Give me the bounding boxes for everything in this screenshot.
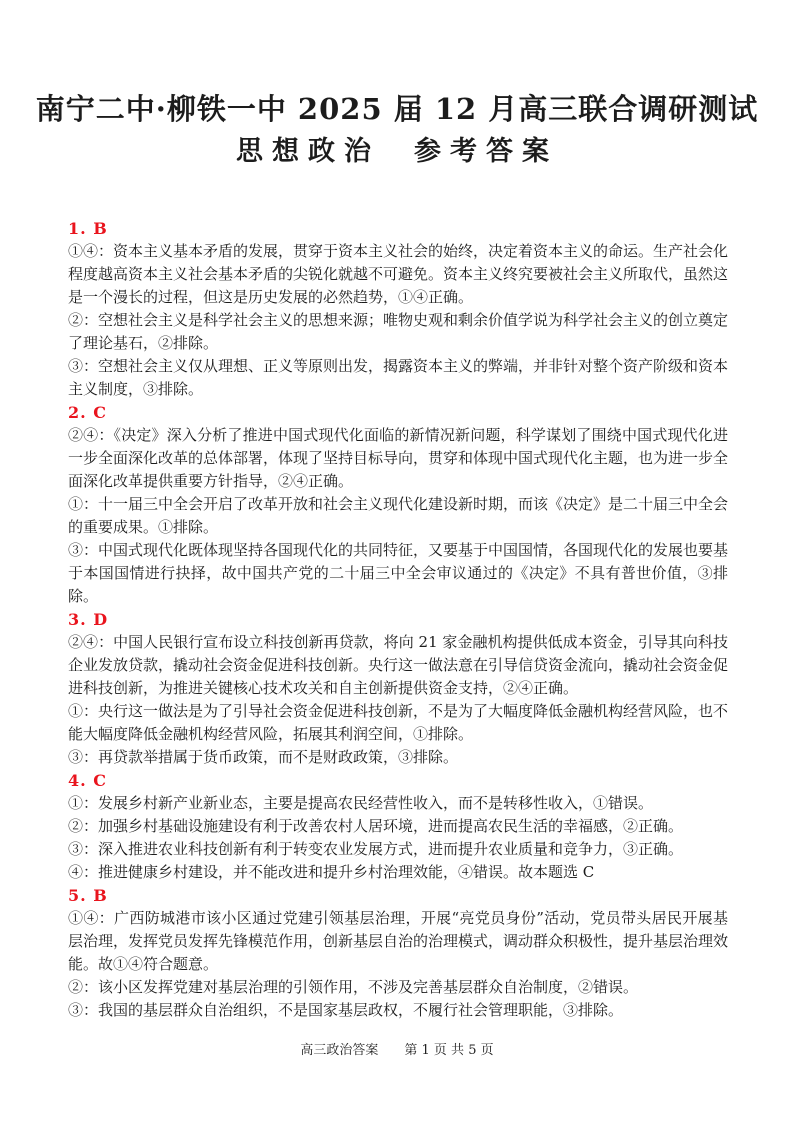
answer-section-5 <box>68 884 728 1022</box>
answer-heading: 1. B <box>68 218 108 238</box>
answer-section-4 <box>68 769 728 884</box>
answer-heading: 4. C <box>68 770 108 790</box>
answer-paragraph: ③：我国的基层群众自治组织，不是国家基层政权，不履行社会管理职能，③排除。 <box>68 1000 624 1019</box>
answer-paragraph: ①：央行这一做法是为了引导社会资金促进科技创新，不是为了大幅度降低金融机构经营风险，也不能大幅度降低金融机构经营风险，拓展其利润空间，①排除。 <box>68 701 729 743</box>
answer-paragraph: ②④：《决定》深入分析了推进中国式现代化面临的新情况新问题，科学谋划了围绕中国式现代化进一步全面深化改革的总体部署，体现了坚持目标导向，贯穿和体现中国式现代化主题，也为进一步全面深化改革提供重要方针指导，②④正确。 <box>68 425 729 490</box>
answer-paragraph: ②：空想社会主义是科学社会主义的思想来源；唯物史观和剩余价值学说为科学社会主义的创立奠定了理论基石，②排除。 <box>68 310 729 352</box>
answer-paragraph: ③：再贷款举措属于货币政策，而不是财政政策，③排除。 <box>68 747 459 766</box>
answer-paragraph: ④：推进健康乡村建设，并不能改进和提升乡村治理效能，④错误。故本题选 C <box>68 862 595 881</box>
answer-paragraph: ③：中国式现代化既体现坚持各国现代化的共同特征，又要基于中国国情，各国现代化的发展也要基于本国国情进行抉择，故中国共产党的二十届三中全会审议通过的《决定》不具有普世价值，③排除。 <box>68 540 729 605</box>
answer-paragraph: ②：该小区发挥党建对基层治理的引领作用，不涉及完善基层群众自治制度，②错误。 <box>68 977 639 996</box>
answer-heading: 3. D <box>68 609 109 629</box>
document-subtitle <box>0 134 794 170</box>
subject-name: 思想政治 <box>236 136 380 168</box>
answer-section-1 <box>68 217 728 401</box>
answer-key-label: 参考答案 <box>414 136 558 168</box>
answer-paragraph: ①④：广西防城港市该小区通过党建引领基层治理，开展“亮党员身份”活动，党员带头居民开展基层治理，发挥党员发挥先锋模范作用，创新基层自治的治理模式，调动群众积极性，提升基层治理效能。故①④符合题意。 <box>68 908 729 973</box>
answer-paragraph: ②④：中国人民银行宣布设立科技创新再贷款，将向 21 家金融机构提供低成本资金，引导其向科技企业发放贷款，撬动社会资金促进科技创新。央行这一做法意在引导信贷资金流向，撬动社会资金促进科技创新，为推进关键核心技术攻关和自主创新提供资金支持，②④正确。 <box>68 632 729 697</box>
answer-paragraph: ①：十一届三中全会开启了改革开放和社会主义现代化建设新时期，而该《决定》是二十届三中全会的重要成果。①排除。 <box>68 494 729 536</box>
answer-paragraph: ②：加强乡村基础设施建设有利于改善农村人居环境，进而提高农民生活的幸福感，②正确。 <box>68 816 684 835</box>
answer-paragraph: ①：发展乡村新产业新业态，主要是提高农民经营性收入，而不是转移性收入，①错误。 <box>68 793 654 812</box>
answer-paragraph: ①④：资本主义基本矛盾的发展，贯穿于资本主义社会的始终，决定着资本主义的命运。生产社会化程度越高资本主义社会基本矛盾的尖锐化就越不可避免。资本主义终究要被社会主义所取代，虽然这是一个漫长的过程，但这是历史发展的必然趋势，①④正确。 <box>68 241 729 306</box>
answer-section-2 <box>68 401 728 608</box>
page-footer <box>0 1039 794 1058</box>
answers-content <box>68 217 728 1022</box>
answer-paragraph: ③：空想社会主义仅从理想、正义等原则出发，揭露资本主义的弊端，并非针对整个资产阶级和资本主义制度，③排除。 <box>68 356 729 398</box>
document-header <box>0 0 794 171</box>
answer-section-3 <box>68 608 728 769</box>
document-title: 南宁二中·柳铁一中 2025 届 12 月高三联合调研测试 <box>35 92 759 126</box>
footer-page-indicator: 第 1 页 共 5 页 <box>404 1043 494 1058</box>
answer-paragraph: ③：深入推进农业科技创新有利于转变农业发展方式，进而提升农业质量和竞争力，③正确。 <box>68 839 684 858</box>
answer-heading: 5. B <box>68 885 108 905</box>
footer-doc-label: 高三政治答案 <box>300 1043 379 1058</box>
answer-heading: 2. C <box>68 402 108 422</box>
